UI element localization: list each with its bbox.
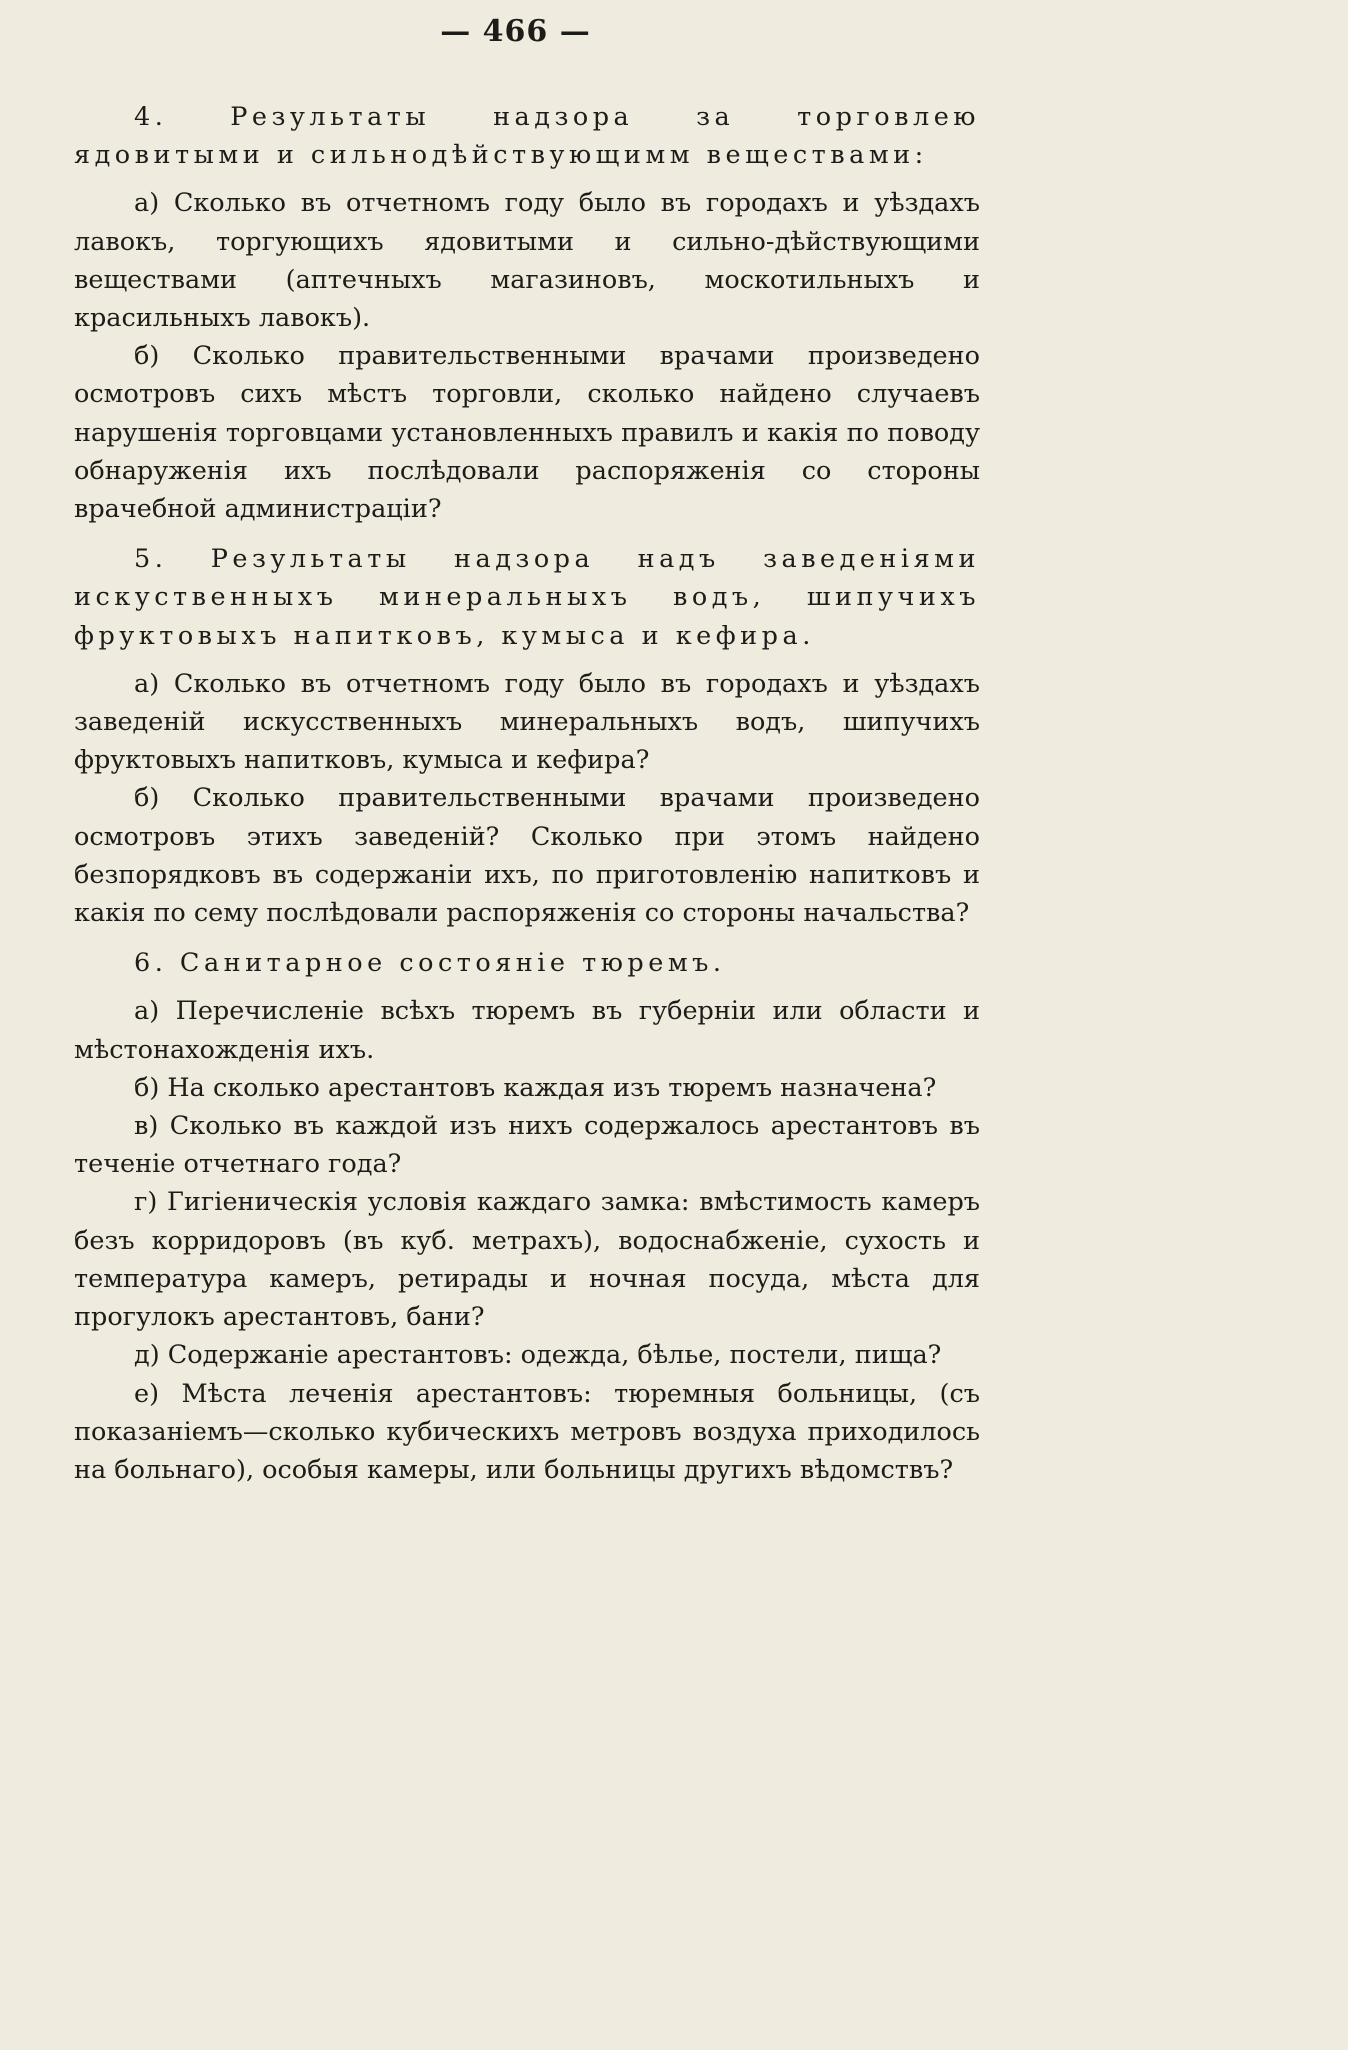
section-heading: 6. Санитарное состояніе тюремъ. xyxy=(134,948,726,979)
section-item: д) Содержаніе арестантовъ: одежда, бѣлье, постели, пища? xyxy=(134,1340,942,1371)
section-heading: 4. Результаты надзора за торговлею ядовитыми и сильнодѣйствующимм веществами: xyxy=(74,102,980,171)
section-item: а) Перечисленіе всѣхъ тюремъ въ губерніи или области и мѣстонахожденія ихъ. xyxy=(74,996,980,1065)
section-item: б) Сколько правительственными врачами произведено осмотровъ сихъ мѣстъ торговли, сколько найдено случаевъ нарушенія торговцами установленныхъ правилъ и какія по поводу обнаруженія ихъ послѣдовали распоряженія со стороны врачебной администраціи? xyxy=(74,341,980,525)
section-item: а) Сколько въ отчетномъ году было въ городахъ и уѣздахъ заведеній искусственныхъ минеральныхъ водъ, шипучихъ фруктовыхъ напитковъ, кумыса и кефира? xyxy=(74,668,980,776)
section-item: в) Сколько въ каждой изъ нихъ содержалось арестантовъ въ теченіе отчетнаго года? xyxy=(74,1111,980,1180)
section-6 xyxy=(74,944,980,1489)
section-item: б) На сколько арестантовъ каждая изъ тюремъ назначена? xyxy=(134,1072,937,1103)
section-item: а) Сколько въ отчетномъ году было въ городахъ и уѣздахъ лавокъ, торгующихъ ядовитыми и сильно-дѣйствующими веществами (аптечныхъ магазиновъ, москотильныхъ и красильныхъ лавокъ). xyxy=(74,188,980,334)
section-item: б) Сколько правительственными врачами произведено осмотровъ этихъ заведеній? Сколько при этомъ найдено безпорядковъ въ содержаніи ихъ, по приготовленію напитковъ и какія по сему послѣдовали распоряженія со стороны начальства? xyxy=(74,783,980,929)
page-body xyxy=(74,98,980,1489)
section-4 xyxy=(74,98,980,528)
section-5 xyxy=(74,540,980,932)
section-item: е) Мѣста леченія арестантовъ: тюремныя больницы, (съ показаніемъ—сколько кубическихъ метровъ воздуха приходилось на больнаго), особыя камеры, или больницы другихъ вѣдомствъ? xyxy=(74,1378,980,1485)
section-item: г) Гигіеническія условія каждаго замка: вмѣстимость камеръ безъ корридоровъ (въ куб. метрахъ), водоснабженіе, сухость и температура камеръ, ретирады и ночная посуда, мѣста для прогулокъ арестантовъ, бани? xyxy=(74,1187,980,1333)
section-heading: 5. Результаты надзора надъ заведеніями искуственныхъ минеральныхъ водъ, шипучихъ фруктовыхъ напитковъ, кумыса и кефира. xyxy=(74,544,980,651)
page-number: — 466 — xyxy=(440,14,591,49)
